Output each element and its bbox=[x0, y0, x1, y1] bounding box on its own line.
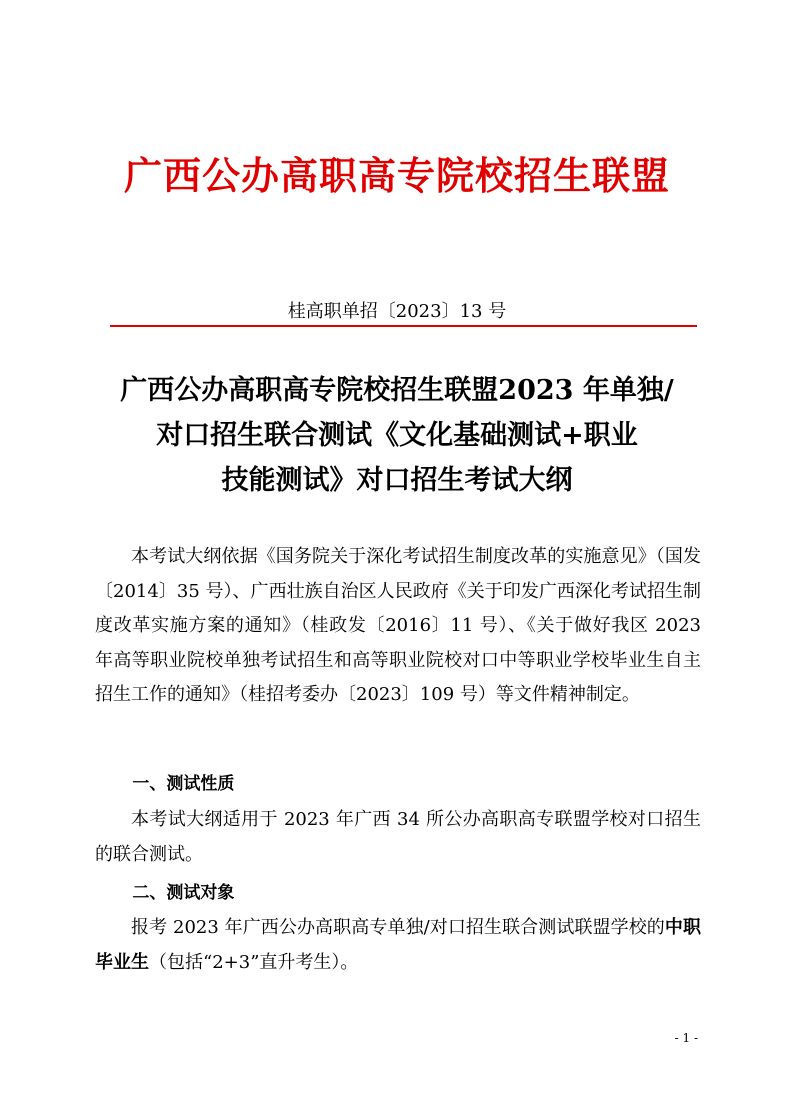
document-title bbox=[95, 368, 699, 503]
target-text-bold: 中职毕业生 bbox=[95, 917, 701, 973]
section-nature-paragraph: 本考试大纲适用于 2023 年广西 34 所公办高职高专联盟学校对口招生的联合测试。 bbox=[95, 809, 701, 865]
page-number: - 1 - bbox=[674, 1031, 698, 1045]
title-line-2: 对口招生联合测试《文化基础测试+职业 bbox=[156, 420, 638, 451]
title-line-3: 技能测试》对口招生考试大纲 bbox=[221, 465, 573, 496]
red-divider bbox=[110, 325, 697, 327]
section-heading-nature: 一、测试性质 bbox=[132, 774, 235, 794]
section-target-paragraph bbox=[95, 911, 701, 980]
section-heading-target: 二、测试对象 bbox=[132, 883, 235, 903]
intro-paragraph: 本考试大纲依据《国务院关于深化考试招生制度改革的实施意见》（国发〔2014〕35 号）、广西壮族自治区人民政府《关于印发广西深化考试招生制度改革实施方案的通知》（桂政发〔2016〕11 号）、《关于做好我区 2023 年高等职业院校单独考试招生和高等职业院校对口中等职业学校毕业生自主招生工作的通知》（桂招考委办〔2023〕109 号）等文件精神制定。 bbox=[95, 546, 701, 706]
title-line-1: 广西公办高职高专院校招生联盟2023 年单独/ bbox=[120, 375, 674, 406]
document-number: 桂高职单招〔2023〕13 号 bbox=[287, 301, 507, 322]
target-text-after: （包括“2+3”直升考生）。 bbox=[149, 951, 359, 973]
org-header-title: 广西公办高职高专院校招生联盟 bbox=[123, 153, 670, 198]
target-text-before: 报考 2023 年广西公办高职高专单独/对口招生联合测试联盟学校的 bbox=[131, 917, 665, 938]
